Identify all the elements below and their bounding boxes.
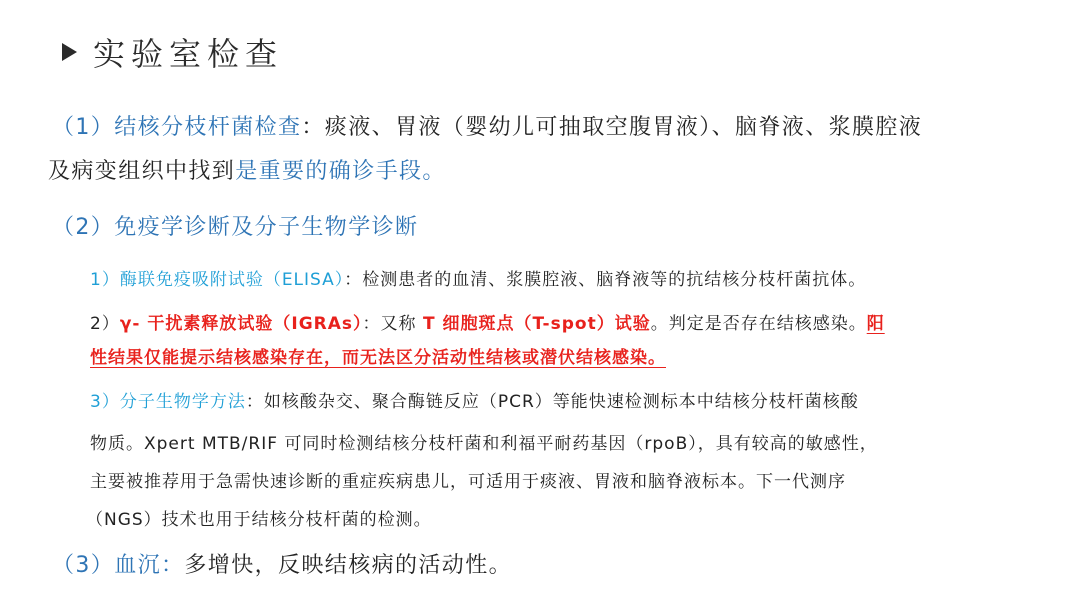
item-3-text-1: ：如核酸杂交、聚合酶链反应（PCR）等能快速检测标本中结核分枝杆菌核酸 (245, 392, 859, 412)
section-3 (52, 544, 512, 588)
item-1-heading: 1）酶联免疫吸附试验（ELISA） (90, 270, 345, 290)
section-1-text-2: 及病变组织中找到 (48, 159, 236, 184)
section-1-text-1: ：痰液、胃液（婴幼儿可抽取空腹胃液）、脑脊液、浆膜腔液 (301, 115, 923, 140)
item-2-warning-start: 阳 (866, 314, 885, 334)
section-1-line-2 (48, 150, 446, 194)
section-1-line-1 (52, 106, 922, 150)
item-3-line-2: 物质。Xpert MTB/RIF 可同时检测结核分枝杆菌和利福平耐药基因（rpoB），具有较高的敏感性， (90, 434, 878, 454)
section-3-text: 多增快，反映结核病的活动性。 (184, 553, 513, 578)
item-1-text: ：检测患者的血清、浆膜腔液、脑脊液等的抗结核分枝杆菌抗体。 (344, 270, 867, 290)
item-2-line-1 (90, 308, 885, 340)
item-2-line-2 (90, 342, 666, 374)
item-2-number: 2） (90, 314, 120, 334)
page-title-text: 实验室检查 (93, 35, 284, 73)
item-2-tspot: T 细胞斑点（T-spot）试验 (422, 314, 651, 334)
bullet-triangle-icon (62, 43, 77, 61)
section-1-heading: （1）结核分枝杆菌检查 (52, 115, 302, 140)
item-3-heading: 3）分子生物学方法 (90, 392, 246, 412)
section-2-heading: （2）免疫学诊断及分子生物学诊断 (52, 215, 419, 240)
item-3-line-1 (90, 386, 859, 418)
page-title (62, 30, 283, 74)
item-2-mid: ：又称 (362, 314, 423, 334)
item-2-warning: 性结果仅能提示结核感染存在，而无法区分活动性结核或潜伏结核感染。 (90, 348, 666, 368)
item-2-text: 。判定是否存在结核感染。 (650, 314, 867, 334)
item-3-line-4: （NGS）技术也用于结核分枝杆菌的检测。 (86, 510, 432, 530)
section-3-heading: （3）血沉： (52, 553, 185, 578)
item-1 (90, 264, 866, 296)
section-1-highlight: 是重要的确诊手段。 (235, 159, 446, 184)
item-2-heading: γ- 干扰素释放试验（IGRAs） (119, 314, 363, 334)
item-3-line-3: 主要被推荐用于急需快速诊断的重症疾病患儿，可适用于痰液、胃液和脑脊液标本。下一代测序 (90, 472, 846, 492)
